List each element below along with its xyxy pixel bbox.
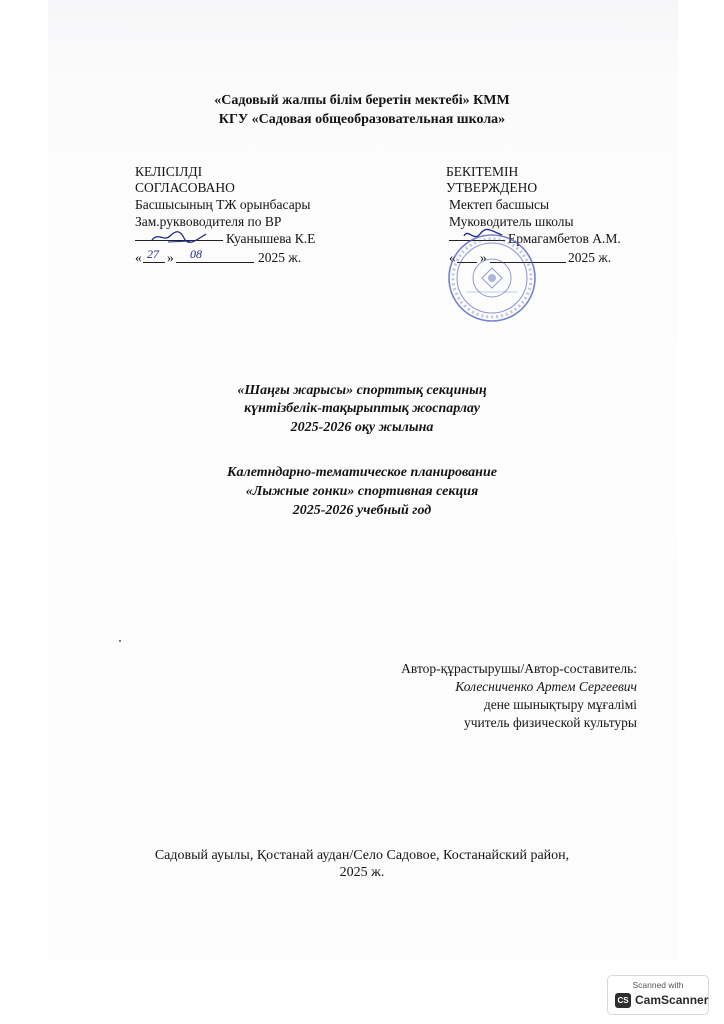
author-name: Колесниченко Артем Сергеевич [455,679,637,694]
camscanner-badge [607,975,709,1015]
approval-left-date-open: « [135,250,142,265]
approval-right-position-kz: Мектеп басшысы [449,197,550,212]
approval-left-date-day: 27 [147,247,159,261]
official-stamp [446,232,538,324]
approval-right-title-kz: БЕКІТЕМІН [446,164,519,179]
approval-left-name: Куанышева К.Е [226,231,316,246]
school-name-kz: «Садовый жалпы білім беретін мектебі» КММ [214,93,510,108]
author-role-kz: дене шынықтыру мұғалімі [483,697,637,712]
approval-right-date-mid: » [480,250,487,265]
title-ru-line3: 2025-2026 учебный год [292,503,432,518]
approval-left-date-month: 08 [190,247,202,261]
approval-left-position-ru: Зам.руквоводителя по ВР [135,214,282,229]
signature-left [150,228,210,246]
approval-right-position-ru: Муководитель школы [449,214,574,229]
title-ru-line2: «Лыжные гонки» спортивная секция [245,484,479,499]
camscanner-brand: CamScanner [635,993,709,1007]
title-kz-line3: 2025-2026 оқу жылына [290,420,434,435]
scan-speck [119,640,121,642]
school-name-ru: КГУ «Садовая общеобразовательная школа» [218,112,506,127]
footer-year: 2025 ж. [339,865,385,880]
scanned-with-caption: Scanned with [632,980,684,990]
date-month-line-left [176,262,254,263]
approval-right-date-year: 2025 ж. [568,250,612,265]
title-kz-line2: күнтізбелік-тақырыптық жоспарлау [244,401,480,416]
approval-left-date-year: 2025 ж. [258,250,302,265]
approval-left-date-mid: » [167,250,174,265]
approval-left-title-ru: СОГЛАСОВАНО [135,180,235,195]
approval-right-title-ru: УТВЕРЖДЕНО [446,180,538,195]
title-ru-line1: Калетндарно-тематическое планирование [227,465,497,480]
footer-place: Садовый ауылы, Қостанай аудан/Село Садовое, Костанайский район, [154,848,570,863]
approval-left-position-kz: Басшысының ТЖ орынбасары [135,197,311,212]
camscanner-logo-icon: CS [615,993,631,1008]
approval-right-date-open: « [449,250,456,265]
author-label: Автор-құрастырушы/Автор-составитель: [401,661,637,676]
title-kz-line1: «Шаңғы жарысы» спорттық секциның [237,383,487,398]
date-day-line-left [143,262,165,263]
approval-right-name: Ермагамбетов А.М. [508,231,621,246]
approval-left-title-kz: КЕЛІСІЛДІ [135,164,203,179]
author-role-ru: учитель физической культуры [464,715,637,730]
